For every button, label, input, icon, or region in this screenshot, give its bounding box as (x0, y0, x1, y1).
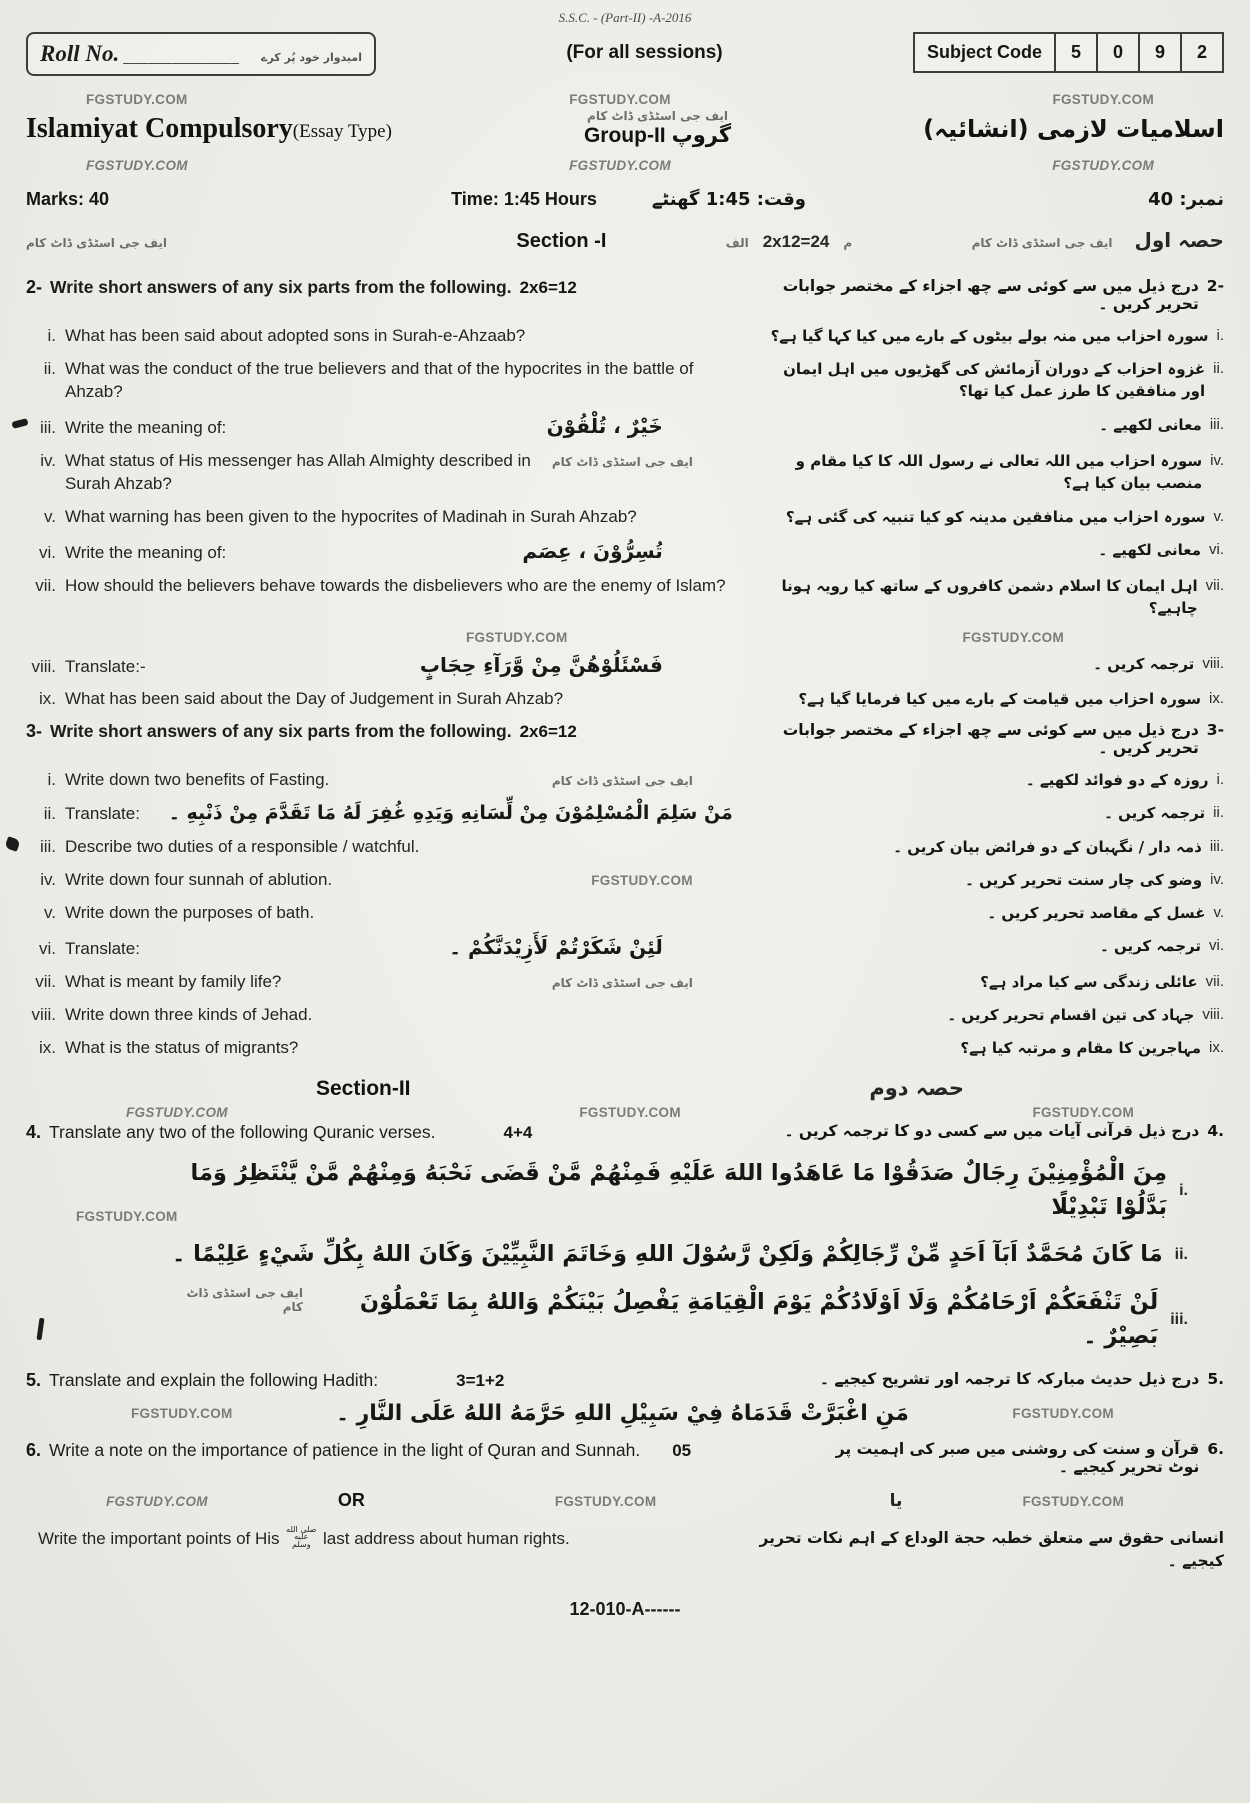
watermark-text: FGSTUDY.COM (1052, 158, 1154, 173)
watermark-text: FGSTUDY.COM (86, 158, 188, 173)
honorific-mark: صلى الله عليه وسلم (286, 1524, 317, 1549)
question-text: Write short answers of any six parts from the following. (50, 277, 512, 297)
q4-verse-ii (26, 1238, 1188, 1272)
part-text-en: What has been said about adopted sons in Surah-e-Ahzaab? (65, 326, 526, 345)
part-number: v. (1213, 507, 1224, 525)
part-text-en: Write down two benefits of Fasting. (65, 770, 330, 790)
part-number: ix. (39, 1037, 56, 1057)
paper-title-sub: (Essay Type) (292, 121, 392, 142)
alt-text-prefix: Write the important points of His (38, 1528, 280, 1548)
q2-part-viii-ur (757, 653, 1224, 676)
watermark-urdu: ایف جی اسٹڈی ڈاٹ کام (551, 976, 693, 990)
arabic-phrase: فَسْئَلُوْهُنَّ مِنْ وَّرَآءِ حِجَابٍ (419, 652, 663, 677)
q3-part-iii-ur (757, 836, 1224, 859)
part-number: v. (44, 506, 56, 526)
formula-left-fragment: الف (725, 236, 749, 250)
question-number-ur: 2- (1206, 277, 1224, 295)
question-number: 6. (26, 1439, 42, 1460)
part-number: i. (1216, 327, 1224, 344)
q2-part-vii (26, 575, 1224, 620)
question-2-header-ur (757, 277, 1224, 313)
part-text-ur: غزوہ احزاب کے دوران آزمائش کی گھڑیوں میں اہل ایمان اور منافقین کا طرز عمل کیا تھا؟ (783, 359, 1206, 401)
section-1-title-urdu: حصہ اول (1134, 228, 1224, 252)
watermark-text: FGSTUDY.COM (86, 92, 188, 107)
q3-part-vi (26, 935, 1224, 961)
arabic-phrase: مَنْ سَلِمَ الْمُسْلِمُوْنَ مِنْ لِّسَانِهِ وَيَدِهِ غُفِرَ لَهُ مَا تَقَدَّمَ مِنْ ذَنْبِهِ ۔ (168, 802, 733, 825)
watermark-row (26, 630, 1224, 645)
verse-body (172, 1238, 1188, 1272)
arabic-phrase: تُسِرُّوْنَ ، عِصَم (522, 538, 663, 563)
question-number: 3- (26, 721, 43, 742)
watermark-text: FGSTUDY.COM (76, 1209, 178, 1225)
formula-text: 2x12=24 (762, 232, 830, 251)
arabic-phrase: لَئِنْ شَكَرْتُمْ لَأَزِيْدَنَّكُمْ ۔ (449, 935, 663, 960)
watermark-urdu: ایف جی اسٹڈی ڈاٹ کام (26, 236, 167, 250)
verse-body (178, 1157, 1188, 1225)
question-6-header-ur (805, 1440, 1224, 1476)
part-text-ur: معانی لکھیے ۔ (1099, 415, 1202, 434)
or-label: OR (337, 1489, 365, 1510)
part-number: ix. (39, 689, 56, 709)
part-text-en: Write down four sunnah of ablution. (65, 870, 333, 890)
part-text-ur: ترجمہ کریں ۔ (1104, 804, 1206, 823)
q2-part-iv-en (26, 450, 733, 496)
q2-part-ix-en (26, 688, 733, 711)
part-text-en: Describe two duties of a responsible / watchful. (65, 837, 420, 857)
part-number: vi. (1209, 937, 1224, 955)
watermark-text: FGSTUDY.COM (1032, 1104, 1134, 1120)
part-number: ix. (1209, 690, 1224, 708)
q3-part-ix-ur (757, 1037, 1224, 1060)
roll-no-label: Roll No. (40, 41, 120, 66)
roll-no-urdu-note: امیدوار خود پُر کرے (261, 51, 362, 64)
part-number: vi. (39, 542, 56, 562)
group-label-en: Group-II (583, 124, 666, 147)
question-marks: 2x6=12 (519, 722, 577, 742)
q5-hadith-row (26, 1401, 1224, 1426)
watermark-text: FGSTUDY.COM (131, 1405, 233, 1421)
part-text-ur: معانی لکھیے ۔ (1098, 540, 1201, 559)
question-4-header (26, 1122, 1224, 1143)
question-text: Write a note on the importance of patience in the light of Quran and Sunnah. (49, 1439, 641, 1460)
q3-part-vi-ur (757, 935, 1224, 958)
q2-part-iii-en (26, 414, 733, 440)
part-text-en: What warning has been given to the hypocrites of Madinah in Surah Ahzab? (65, 506, 637, 526)
alt-text-ur: انسانی حقوق سے متعلق خطبہ حجة الوداع کے اہم نکات تحریر کیجیے ۔ (759, 1528, 1224, 1570)
q6-alternative-en (26, 1524, 745, 1551)
q3-part-ii-en (26, 802, 733, 826)
q3-part-ix (26, 1037, 1224, 1060)
question-2-header-en (26, 277, 733, 298)
section-2-header (26, 1076, 1224, 1101)
part-number: v. (1213, 904, 1224, 922)
section-2-title-urdu: حصہ دوم (869, 1075, 964, 1100)
part-text-en: How should the believers behave towards the disbelievers who are the enemy of Islam? (65, 575, 726, 595)
part-text-ur: سورہ احزاب میں منہ بولے بیٹوں کے بارے میں کیا کہا گیا ہے؟ (770, 327, 1209, 345)
watermark-text: FGSTUDY.COM (591, 873, 693, 889)
verse-body (303, 1286, 1188, 1354)
q3-part-iii-en (26, 836, 733, 859)
part-number: iv. (40, 450, 56, 470)
part-text-en: Write down the purposes of bath. (65, 903, 315, 923)
q3-part-viii (26, 1004, 1224, 1027)
q3-part-iv (26, 869, 1224, 892)
q3-part-ii (26, 802, 1224, 826)
part-text-ur: سورہ احزاب میں قیامت کے بارے میں کیا فرمایا گیا ہے؟ (798, 690, 1201, 709)
paper-title-urdu: اسلامیات لازمی (انشائیہ) (923, 115, 1224, 143)
q3-part-vi-en (26, 935, 733, 961)
watermark-urdu: ایف جی اسٹڈی ڈاٹ کام (551, 454, 693, 469)
part-text-en: Translate:- (65, 656, 146, 676)
time-urdu: وقت: 1:45 گھنٹے (651, 189, 806, 210)
section-1-formula (726, 232, 852, 252)
watermark-text: FGSTUDY.COM (1052, 92, 1154, 107)
section-1-right (972, 228, 1224, 252)
section-1-header (26, 228, 1224, 253)
question-text-ur: درج ذیل قرآنی آیات میں سے کسی دو کا ترجمہ کریں ۔ (784, 1121, 1200, 1140)
part-number: iv. (1210, 451, 1224, 469)
part-number: vii. (1205, 973, 1224, 990)
section-2-title: Section-II (316, 1076, 411, 1100)
paper-title-english (26, 113, 392, 145)
q2-part-vi (26, 539, 1224, 565)
part-number: vi. (39, 939, 56, 959)
part-number: iv. (1210, 871, 1224, 889)
part-number: viii. (1202, 654, 1224, 672)
part-number: vii. (35, 972, 56, 991)
watermark-text: FGSTUDY.COM (126, 1104, 228, 1120)
question-number-ur: 5. (1207, 1369, 1224, 1388)
watermark-text: FGSTUDY.COM (1012, 1405, 1114, 1421)
q6-alternative (26, 1524, 1224, 1574)
q2-part-vii-ur (757, 575, 1224, 620)
watermark-text: FGSTUDY.COM (569, 158, 671, 173)
part-number: i. (47, 770, 56, 790)
q4-verse-iii (26, 1286, 1188, 1354)
q2-part-ix (26, 688, 1224, 711)
section-1-title: Section -I (516, 230, 607, 252)
part-text-en: Translate: (65, 804, 140, 824)
watermark-urdu: ایف جی اسٹڈی ڈاٹ کام (186, 1286, 303, 1315)
question-3-header-ur (757, 721, 1224, 757)
watermark-text: FGSTUDY.COM (962, 629, 1064, 645)
part-text-ur: ترجمہ کریں ۔ (1099, 937, 1201, 956)
q3-part-vii-en (26, 971, 733, 994)
part-text-ur: غسل کے مقاصد تحریر کریں ۔ (987, 904, 1206, 923)
time-english: Time: 1:45 Hours (451, 189, 597, 209)
q3-part-v (26, 902, 1224, 925)
q3-part-i-ur (757, 769, 1224, 792)
marks-english: Marks: 40 (26, 189, 110, 209)
question-4-header-ur (757, 1122, 1224, 1140)
question-text-ur: درج ذیل میں سے کوئی سے چھ اجزاء کے مختصر جوابات تحریر کریں ۔ (782, 721, 1199, 758)
question-3-header (26, 721, 1224, 757)
q3-part-v-ur (757, 902, 1224, 925)
part-number: viii. (1202, 1005, 1224, 1023)
question-number: 5. (26, 1369, 42, 1390)
group-block (584, 109, 731, 148)
q2-part-i-ur (757, 325, 1224, 348)
question-text: Translate and explain the following Hadith: (49, 1369, 379, 1390)
question-number-ur: 6. (1207, 1439, 1224, 1458)
q3-part-i (26, 769, 1224, 792)
part-text-ur: اہل ایمان کا اسلام دشمن کافروں کے ساتھ کیا رویہ ہونا چاہیے؟ (781, 576, 1198, 617)
group-label-ur: گروپ (671, 123, 732, 147)
pen-mark (4, 836, 20, 852)
q4-verse-i (26, 1157, 1188, 1225)
q3-part-i-en (26, 769, 733, 792)
watermark-urdu: ایف جی اسٹڈی ڈاٹ کام (587, 109, 728, 123)
q2-part-ix-ur (757, 688, 1224, 711)
part-text-ur: ذمہ دار / نگہبان کے دو فرائض بیان کریں ۔ (893, 838, 1202, 857)
part-text-ur: عائلی زندگی سے کیا مراد ہے؟ (980, 973, 1198, 991)
q3-part-v-en (26, 902, 733, 925)
question-marks: 3=1+2 (456, 1370, 505, 1390)
part-number: ii. (1213, 359, 1224, 377)
paper-title-main: Islamiyat Compulsory (26, 113, 293, 144)
watermark-row (26, 92, 1224, 107)
q2-part-vi-en (26, 539, 733, 565)
quranic-verse: مِنَ الْمُؤْمِنِيْنَ رِجَالٌ صَدَقُوْا مَا عَاهَدُوا اللهَ عَلَيْهِ فَمِنْهُمْ مَّنْ قَضَى نَحْبَهُ وَمِنْهُمْ مَّنْ يَّنْتَظِرُ وَمَا بَدَّلُوْا تَبْدِيْلًا (190, 1159, 1168, 1220)
part-text-en: Write the meaning of: (65, 542, 227, 562)
question-number: 2- (26, 277, 43, 297)
verse-number: ii. (1174, 1246, 1188, 1264)
question-6-header-en (26, 1440, 781, 1461)
question-marks: 2x6=12 (519, 278, 577, 297)
question-text: Write short answers of any six parts from the following. (50, 721, 512, 742)
watermark-row (26, 1105, 1224, 1120)
question-text: Translate any two of the following Quranic verses. (49, 1121, 436, 1142)
formula-right-fragment: م (843, 236, 853, 250)
part-text-ur: سورہ احزاب میں منافقین مدینہ کو کیا تنبیہ کی گئی ہے؟ (785, 507, 1206, 526)
question-4-header-en (26, 1122, 733, 1143)
header-row (26, 32, 1224, 76)
or-row (26, 1490, 1224, 1511)
question-marks: 05 (672, 1440, 692, 1460)
q2-part-iv-ur (757, 450, 1224, 495)
q3-part-ix-en (26, 1037, 733, 1060)
q2-part-vi-ur (757, 539, 1224, 562)
question-text-ur: درج ذیل میں سے کوئی سے چھ اجزاء کے مختصر جوابات تحریر کریں ۔ (782, 277, 1199, 313)
part-number: ii. (1213, 804, 1224, 822)
question-5-header (26, 1370, 1224, 1391)
subject-code-digit: 2 (1196, 42, 1207, 62)
part-text-ur: سورہ احزاب میں اللہ تعالی نے رسول اللہ کا کیا مقام و منصب بیان کیا ہے؟ (795, 451, 1203, 493)
q6-alternative-ur (757, 1527, 1224, 1574)
part-number: vi. (1209, 540, 1224, 558)
part-number: viii. (31, 656, 56, 676)
question-text-ur: قرآن و سنت کی روشنی میں صبر کی اہمیت پر نوٹ تحریر کیجیے ۔ (835, 1439, 1200, 1476)
question-6-header (26, 1440, 1224, 1476)
quranic-verse: مَا كَانَ مُحَمَّدٌ اَبَآ اَحَدٍ مِّنْ رِّجَالِكُمْ وَلَكِنْ رَّسُوْلَ اللهِ وَخَاتَمَ النَّبِيِّيْنَ وَكَانَ اللهُ بِكُلِّ شَيْءٍ عَلِيْمًا ۔ (172, 1241, 1163, 1268)
part-number: v. (44, 903, 56, 923)
question-number-ur: 3- (1206, 721, 1224, 740)
part-text-en: What is meant by family life? (65, 972, 282, 991)
part-text-en: What was the conduct of the true believers and that of the hypocrites in the battle of Ahzab? (65, 358, 694, 401)
q3-part-vii-ur (757, 971, 1224, 994)
q2-part-i-en (26, 325, 733, 348)
roll-no-box (26, 32, 376, 76)
watermark-text: FGSTUDY.COM (569, 92, 671, 107)
q2-part-ii (26, 358, 1224, 404)
q2-part-viii-en (26, 653, 733, 679)
time-cluster (451, 189, 806, 210)
q3-part-iv-ur (757, 869, 1224, 892)
q2-part-ii-ur (757, 358, 1224, 403)
subject-code-digit: 9 (1140, 34, 1182, 71)
part-text-en: What has been said about the Day of Judgement in Surah Ahzab? (65, 689, 564, 709)
sessions-note: (For all sessions) (566, 42, 723, 63)
watermark-text: FGSTUDY.COM (1022, 1493, 1124, 1509)
q3-part-vii (26, 971, 1224, 994)
q2-part-i (26, 325, 1224, 348)
group-line (584, 123, 731, 148)
part-number: i. (47, 326, 56, 345)
or-label-urdu: یا (889, 1490, 903, 1511)
q2-part-iv (26, 450, 1224, 496)
quranic-verse: لَنْ تَنْفَعَكُمْ اَرْحَامُكُمْ وَلَا اَوْلَادُكُمْ يَوْمَ الْقِيَامَةِ يَفْصِلُ بَيْنَكُمْ وَاللهُ بِمَا تَعْمَلُوْنَ بَصِيْرٌ ۔ (359, 1289, 1159, 1349)
part-number: iii. (1209, 838, 1224, 856)
question-number: 4. (26, 1121, 42, 1142)
paper-code: 12-010-A------ (569, 1599, 681, 1620)
part-number: iii. (1209, 415, 1224, 433)
part-text-en: Write down three kinds of Jehad. (65, 1004, 313, 1024)
q3-part-iii (26, 836, 1224, 859)
part-number: viii. (31, 1004, 56, 1024)
question-number-ur: 4. (1207, 1121, 1224, 1140)
marks-urdu: نمبر: 40 (1148, 189, 1224, 210)
q3-part-viii-ur (757, 1004, 1224, 1027)
part-text-ur: روزہ کے دو فوائد لکھیے ۔ (1025, 771, 1209, 790)
verse-number: iii. (1170, 1310, 1188, 1328)
question-2-header (26, 277, 1224, 313)
alt-text-suffix: last address about human rights. (323, 1528, 570, 1548)
part-text-ur: جہاد کی تین اقسام تحریر کریں ۔ (947, 1005, 1195, 1024)
part-number: ii. (43, 358, 56, 378)
watermark-urdu: ایف جی اسٹڈی ڈاٹ کام (971, 236, 1113, 250)
subject-code-digit: 0 (1098, 34, 1140, 71)
q2-part-iii-ur (757, 414, 1224, 437)
part-text-ur: مہاجرین کا مقام و مرتبہ کیا ہے؟ (960, 1038, 1201, 1057)
q3-part-viii-en (26, 1004, 733, 1027)
part-text-en: What status of His messenger has Allah Almighty described in Surah Ahzab? (65, 450, 531, 493)
subject-code-box (913, 32, 1224, 73)
part-number: iii. (39, 417, 56, 437)
title-row (26, 109, 1224, 148)
q2-part-vii-en (26, 575, 733, 598)
subject-code-label: Subject Code (915, 34, 1056, 71)
subject-code-digit: 5 (1056, 34, 1098, 71)
question-text-ur: درج ذیل حدیث مبارکہ کا ترجمہ اور تشریح کیجیے ۔ (819, 1369, 1200, 1388)
q2-part-v-en (26, 506, 733, 529)
question-3-header-en (26, 721, 733, 742)
part-text-en: Translate: (65, 939, 140, 959)
part-number: iii. (39, 837, 56, 857)
watermark-urdu: ایف جی اسٹڈی ڈاٹ کام (551, 774, 693, 789)
part-number: vii. (1205, 576, 1224, 594)
hadith-text: مَنِ اغْبَرَّتْ قَدَمَاهُ فِيْ سَبِيْلِ اللهِ حَرَّمَهُ اللهُ عَلَى النَّارِ ۔ (336, 1400, 909, 1426)
q2-part-ii-en (26, 358, 733, 404)
q2-part-v-ur (757, 506, 1224, 529)
question-5-header-en (26, 1370, 733, 1391)
q3-part-ii-ur (757, 802, 1224, 825)
part-text-en: What is the status of migrants? (65, 1037, 299, 1057)
part-number: ii. (43, 804, 56, 824)
part-text-ur: ترجمہ کریں ۔ (1093, 654, 1195, 673)
q3-part-iv-en (26, 869, 733, 892)
watermark-text: FGSTUDY.COM (554, 1493, 657, 1509)
meta-row (26, 189, 1224, 210)
part-text-ur: وضو کی چار سنت تحریر کریں ۔ (965, 871, 1203, 890)
part-number: iv. (40, 870, 56, 890)
q2-part-v (26, 506, 1224, 529)
part-text-en: Write the meaning of: (65, 417, 227, 437)
arabic-phrase: خَيْرٌ ، تُلْقُوْنَ (546, 413, 663, 438)
part-number: vii. (35, 575, 56, 595)
part-number: ix. (1209, 1038, 1224, 1056)
question-marks: 4+4 (503, 1122, 533, 1142)
session-line: S.S.C. - (Part-II) -A-2016 (558, 10, 692, 25)
part-number: i. (1216, 771, 1224, 789)
watermark-row (26, 158, 1224, 173)
question-5-header-ur (757, 1370, 1224, 1388)
roll-no-blank: ______________ (123, 48, 240, 64)
watermark-text: FGSTUDY.COM (466, 629, 568, 645)
watermark-text: FGSTUDY.COM (106, 1493, 208, 1509)
verse-number: i. (1179, 1181, 1188, 1199)
q2-part-viii (26, 653, 1224, 679)
watermark-text: FGSTUDY.COM (579, 1104, 681, 1120)
q2-part-iii (26, 414, 1224, 440)
